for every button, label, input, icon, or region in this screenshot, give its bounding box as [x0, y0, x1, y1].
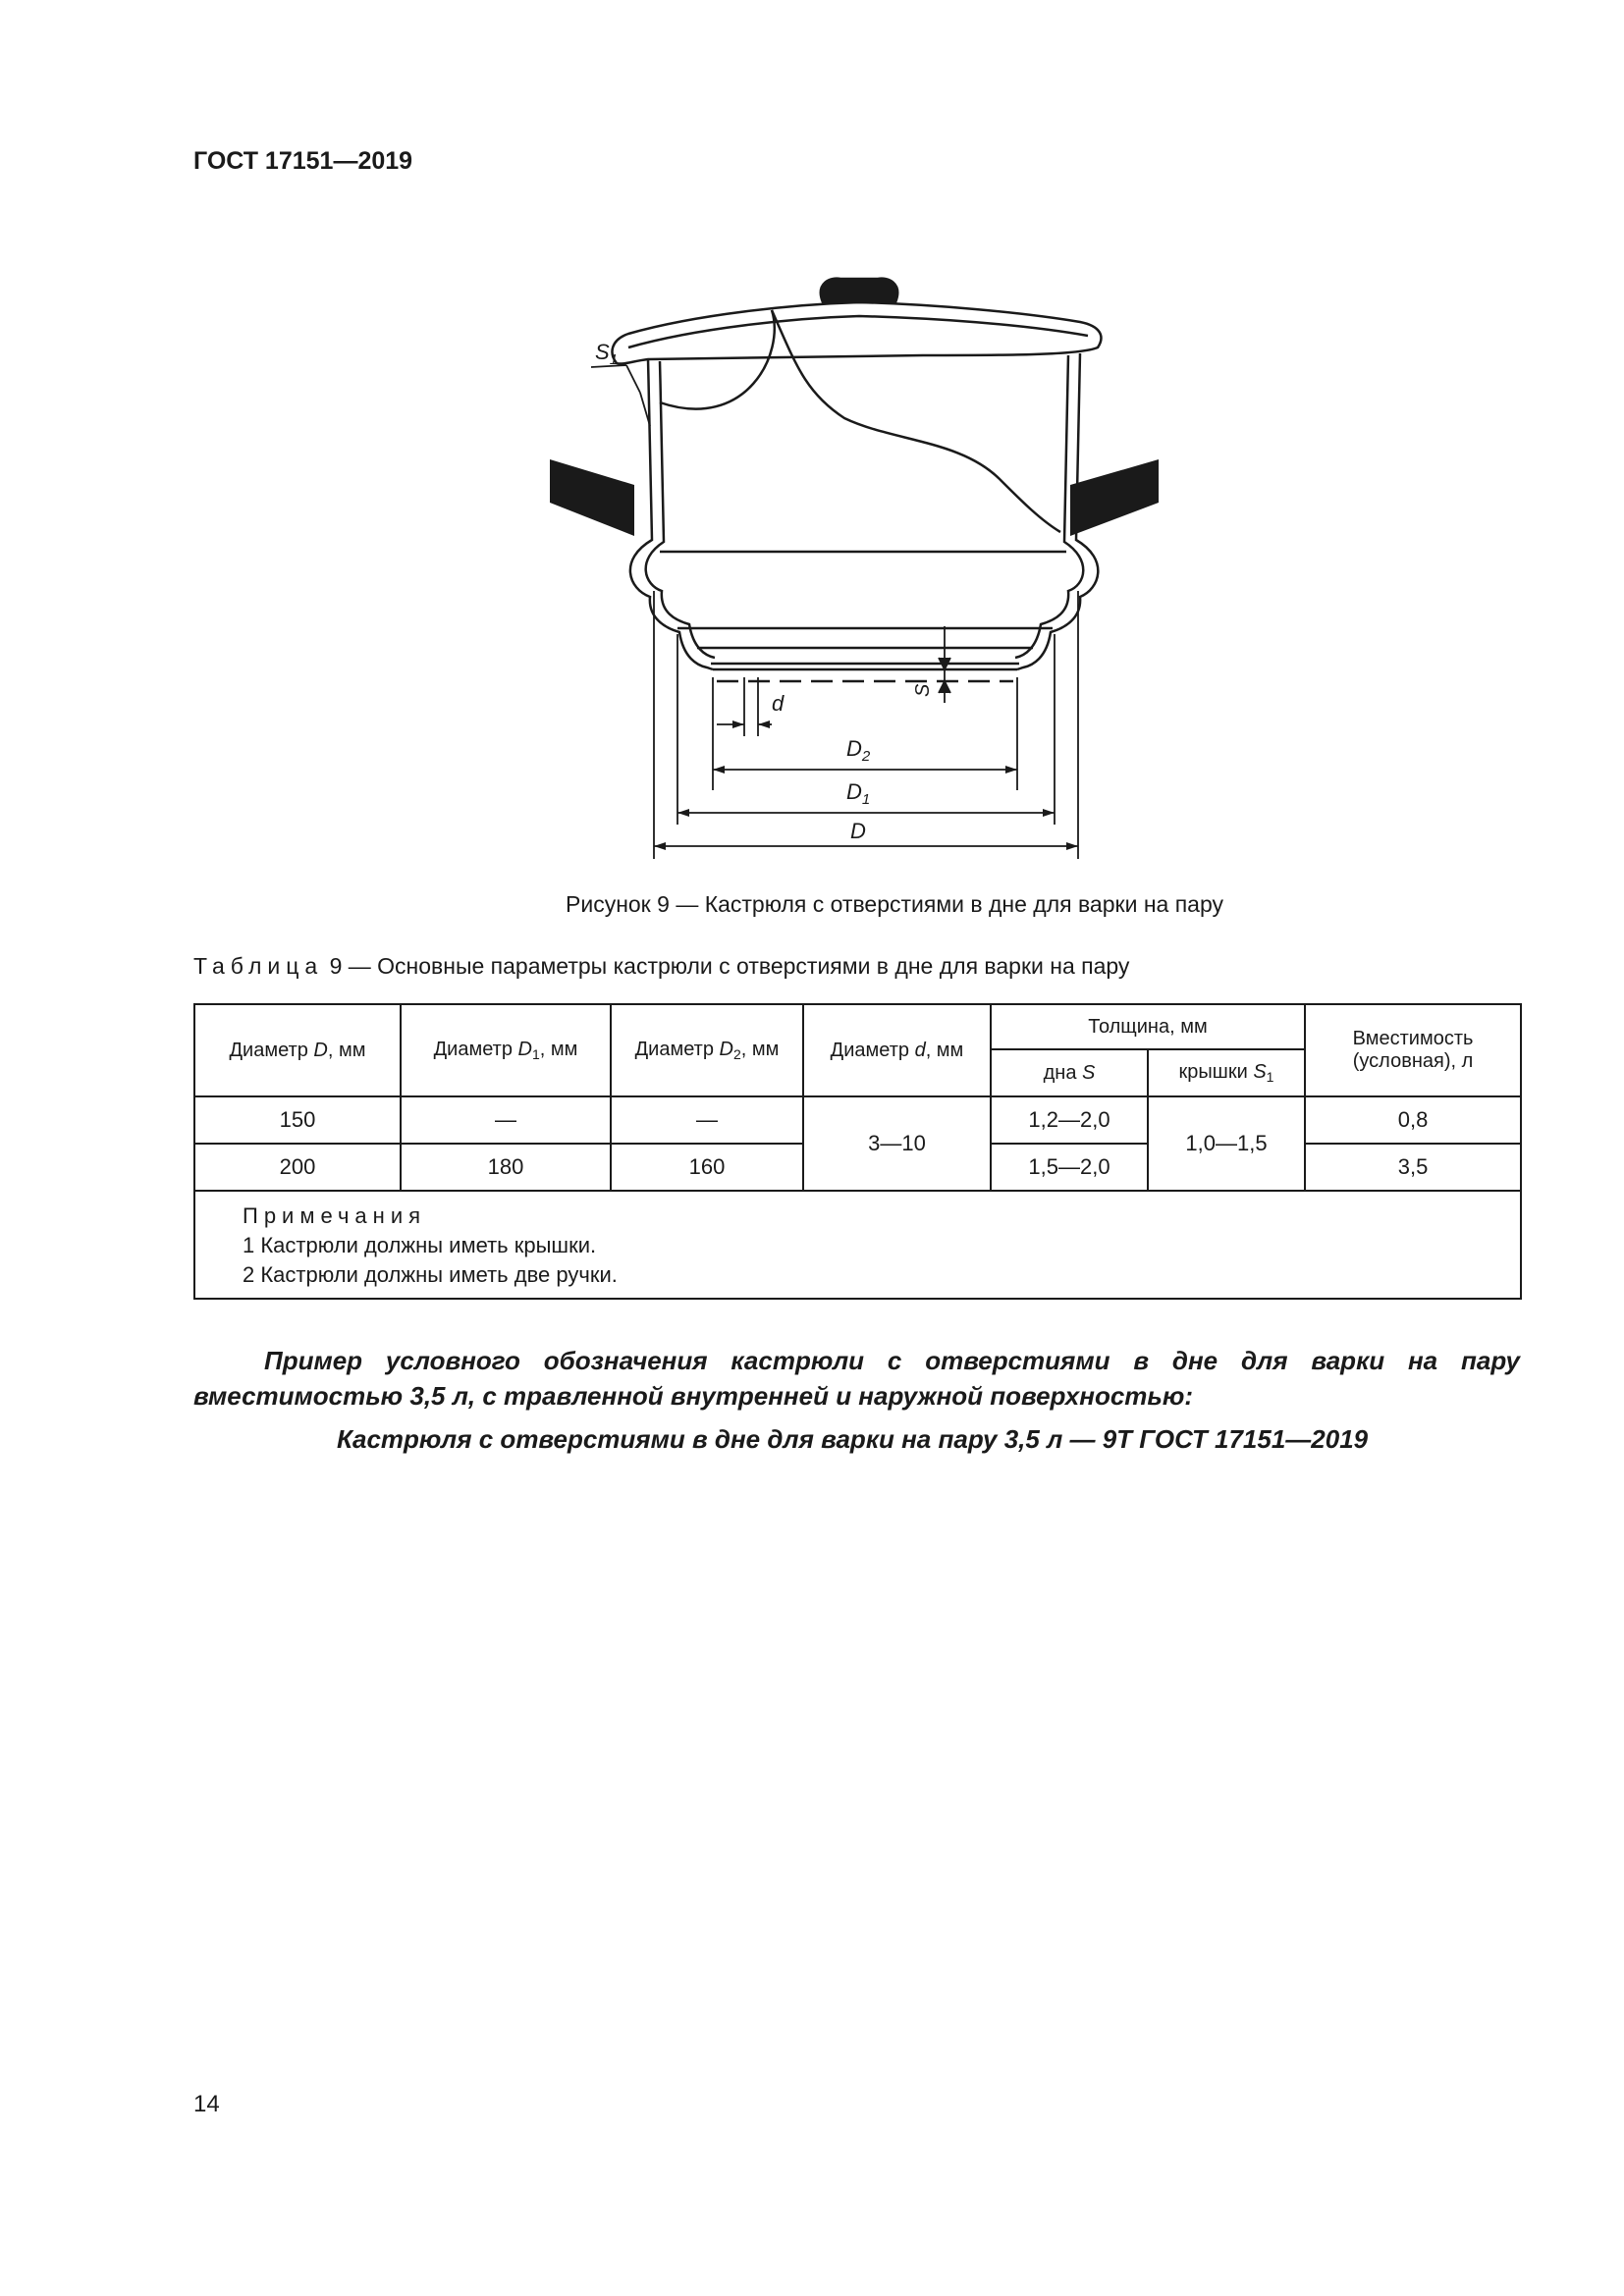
table-notes	[194, 1191, 1521, 1299]
table-row: 150 — — 3—10 1,2—2,0 1,0—1,5 0,8	[194, 1096, 1521, 1144]
parameters-table	[193, 1003, 1522, 1300]
header-capacity: Вместимость (условная), л	[1305, 1004, 1521, 1096]
label-d-outer: D	[850, 819, 866, 843]
table-row: 200 180 160 1,5—2,0 3,5	[194, 1144, 1521, 1191]
pot-diagram	[550, 245, 1159, 874]
left-handle	[550, 459, 634, 536]
header-diameter-d2: Диаметр $D_2$, мм	[611, 1004, 803, 1096]
designation-example	[193, 1343, 1520, 1457]
hole-diameter-cell: 3—10	[803, 1096, 991, 1191]
label-d: d	[772, 691, 785, 716]
header-diameter-d1: Диаметр $D_1$, мм	[401, 1004, 611, 1096]
label-s1: $S_1$	[595, 340, 619, 368]
header-lid-thickness: крышки $S_1$	[1148, 1049, 1305, 1096]
header-diameter-hole: Диаметр d, мм	[803, 1004, 991, 1096]
right-handle	[1070, 459, 1159, 536]
figure-caption: Рисунок 9 — Кастрюля с отверстиями в дне для варки на пару	[566, 891, 1223, 917]
lid-thickness-cell: 1,0—1,5	[1148, 1096, 1305, 1191]
note-item: 1 Кастрюли должны иметь крышки.	[243, 1233, 597, 1257]
document-header: ГОСТ 17151—2019	[193, 147, 413, 175]
example-designation: Кастрюля с отверстиями в дне для варки на пару 3,5 л — 9Т ГОСТ 17151—2019	[337, 1424, 1369, 1454]
label-d1: $D_1$	[846, 779, 871, 808]
note-item: 2 Кастрюли должны иметь две ручки.	[243, 1262, 618, 1287]
header-bottom-thickness: дна S	[991, 1049, 1148, 1096]
example-intro: Пример условного обозначения кастрюли с отверстиями в дне для варки на пару вместимостью 3,5 л, с травленной внутренней и наружной поверхностью:	[193, 1346, 1520, 1411]
cutaway-curve	[772, 310, 1060, 532]
page-number: 14	[193, 2091, 220, 2117]
notes-title: Примечания	[243, 1203, 427, 1228]
table-caption: Таблица 9 — Основные параметры кастрюли с отверстиями в дне для варки на пару	[193, 953, 1130, 979]
label-d2: $D_2$	[846, 736, 871, 765]
lid-outline	[613, 302, 1102, 364]
header-thickness: Толщина, мм	[991, 1004, 1305, 1049]
label-s: S	[912, 683, 934, 697]
figure-pot-drawing	[550, 245, 1159, 879]
lid-knob	[821, 279, 897, 302]
header-diameter-d: Диаметр D, мм	[194, 1004, 401, 1096]
